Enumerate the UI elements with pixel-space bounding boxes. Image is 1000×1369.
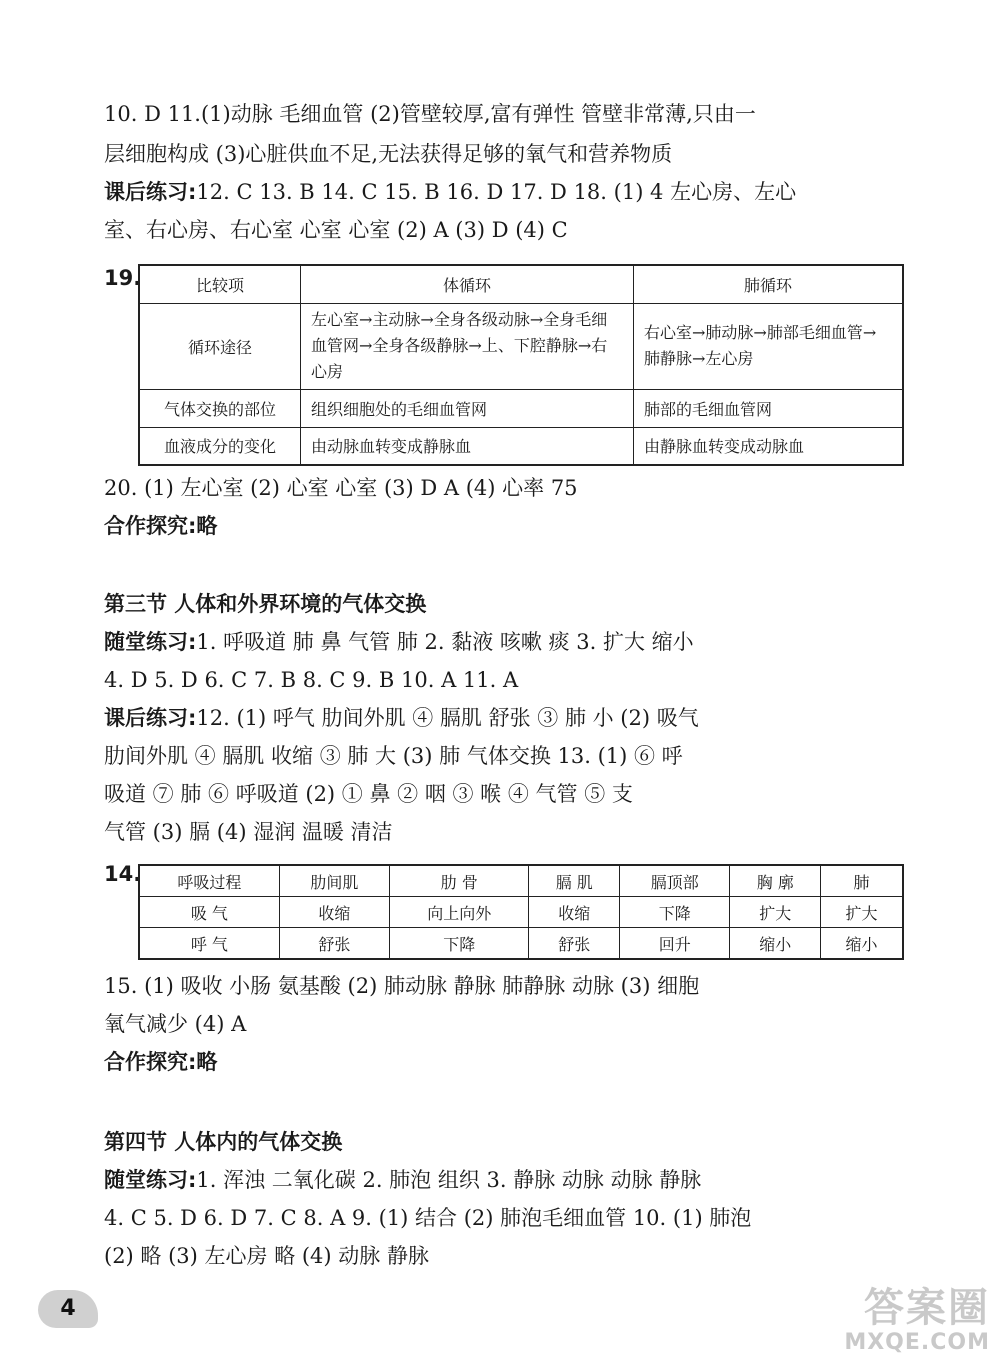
cooperative-inquiry: 合作探究:略 [104,514,218,538]
table-header: 体循环 [301,265,634,303]
answer-line: 15. (1) 吸收 小肠 氨基酸 (2) 肺动脉 静脉 肺静脉 动脉 (3) 细胞 [104,974,700,998]
table-header: 比较项 [139,265,301,303]
answer-line: 氧气减少 (4) A [104,1012,247,1036]
section-title: 第三节 人体和外界环境的气体交换 [104,592,427,616]
page-number: 4 [38,1290,98,1328]
circulation-table [138,264,904,466]
table-header: 肋间肌 [279,865,389,897]
table-cell: 舒张 [529,928,620,960]
answer-line: 肋间外肌 ④ 膈肌 收缩 ③ 肺 大 (3) 肺 气体交换 13. (1) ⑥ 呼 [104,744,683,768]
answer-line: 随堂练习:1. 浑浊 二氧化碳 2. 肺泡 组织 3. 静脉 动脉 动脉 静脉 [104,1168,702,1192]
table-cell: 缩小 [821,928,903,960]
table-cell: 右心室→肺动脉→肺部毛细血管→肺静脉→左心房 [634,303,904,389]
table-cell: 左心室→主动脉→全身各级动脉→全身毛细血管网→全身各级静脉→上、下腔静脉→右心房 [301,303,634,389]
table-cell: 向上向外 [390,897,529,928]
table-header: 肋 骨 [390,865,529,897]
table-cell: 收缩 [279,897,389,928]
table-cell: 由静脉血转变成动脉血 [634,427,904,465]
answer-line: 室、右心房、右心室 心室 心室 (2) A (3) D (4) C [104,218,568,242]
cooperative-inquiry: 合作探究:略 [104,1050,218,1074]
table-cell: 气体交换的部位 [139,389,301,427]
answer-line: 气管 (3) 膈 (4) 湿润 温暖 清洁 [104,820,393,844]
answer-line: 层细胞构成 (3)心脏供血不足,无法获得足够的氧气和营养物质 [104,142,673,166]
section-title: 第四节 人体内的气体交换 [104,1130,343,1154]
watermark-logo: 答案圈 MXQE.COM [844,1285,990,1355]
table-cell: 回升 [620,928,730,960]
table-header: 膈顶部 [620,865,730,897]
table-cell: 呼 气 [139,928,279,960]
table-cell: 缩小 [730,928,821,960]
table-header: 肺 [821,865,903,897]
answer-line: 随堂练习:1. 呼吸道 肺 鼻 气管 肺 2. 黏液 咳嗽 痰 3. 扩大 缩小 [104,630,694,654]
answer-line: 4. C 5. D 6. D 7. C 8. A 9. (1) 结合 (2) 肺泡毛细血管 10. (1) 肺泡 [104,1206,752,1230]
table-cell: 收缩 [529,897,620,928]
table-cell: 扩大 [821,897,903,928]
table-cell: 下降 [390,928,529,960]
table-cell: 吸 气 [139,897,279,928]
table-cell: 下降 [620,897,730,928]
table-header: 膈 肌 [529,865,620,897]
table-cell: 肺部的毛细血管网 [634,389,904,427]
answer-line: 4. D 5. D 6. C 7. B 8. C 9. B 10. A 11. A [104,668,519,692]
answer-line: (2) 略 (3) 左心房 略 (4) 动脉 静脉 [104,1244,429,1268]
answer-line: 课后练习:12. (1) 呼气 肋间外肌 ④ 膈肌 舒张 ③ 肺 小 (2) 吸气 [104,706,699,730]
question-number-19: 19. [104,266,142,290]
answer-line: 20. (1) 左心室 (2) 心室 心室 (3) D A (4) 心率 75 [104,476,578,500]
answer-line: 吸道 ⑦ 肺 ⑥ 呼吸道 (2) ① 鼻 ② 咽 ③ 喉 ④ 气管 ⑤ 支 [104,782,633,806]
answer-line: 10. D 11.(1)动脉 毛细血管 (2)管壁较厚,富有弹性 管壁非常薄,只由一 [104,102,756,126]
table-header: 呼吸过程 [139,865,279,897]
table-cell: 由动脉血转变成静脉血 [301,427,634,465]
question-number-14: 14. [104,862,142,886]
table-cell: 循环途径 [139,303,301,389]
table-cell: 扩大 [730,897,821,928]
table-header: 肺循环 [634,265,904,303]
table-cell: 组织细胞处的毛细血管网 [301,389,634,427]
table-cell: 舒张 [279,928,389,960]
breathing-table [138,864,904,960]
table-cell: 血液成分的变化 [139,427,301,465]
table-header: 胸 廓 [730,865,821,897]
answer-line: 课后练习:12. C 13. B 14. C 15. B 16. D 17. D 18. (1) 4 左心房、左心 [104,180,797,204]
